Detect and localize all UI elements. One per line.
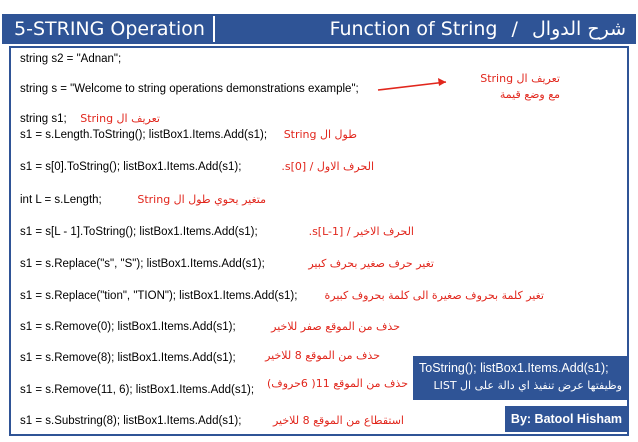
note-define-string-top-line1: تعريف ال String (480, 72, 560, 85)
note-remove-8: حذف من الموقع 8 للاخير (265, 349, 380, 362)
note-remove-11-6: حذف من الموقع 11( 6حروف) (267, 377, 408, 390)
code-line: s1 = s.Replace("tion", "TION"); listBox1.Items.Add(s1); (20, 290, 298, 302)
info-line-description: وظيفتها عرض تنفيذ اي دالة على ال LIST (433, 379, 622, 392)
code-line: s1 = s.Length.ToString(); listBox1.Items.Add(s1); (20, 129, 268, 141)
info-line-code: ToString(); listBox1.Items.Add(s1); (419, 361, 609, 375)
code-line: s1 = s[L - 1].ToString(); listBox1.Items.Add(s1); (20, 226, 258, 238)
code-line: s1 = s.Remove(11, 6); listBox1.Items.Add(s1); (20, 384, 255, 396)
code-line: s1 = s.Substring(8); listBox1.Items.Add(s1); (20, 415, 242, 427)
code-line: s1 = s.Remove(0); listBox1.Items.Add(s1); (20, 321, 236, 333)
info-box (413, 356, 628, 400)
code-line: s1 = s.Remove(8); listBox1.Items.Add(s1); (20, 352, 236, 364)
note-remove-0: حذف من الموقع صفر للاخير (271, 320, 400, 333)
note-replace-word: تغير كلمة بحروف صغيرة الى كلمة بحروف كبيرة (324, 289, 544, 302)
code-line: string s2 = "Adnan"; (20, 53, 122, 65)
note-string-length: طول ال String (283, 128, 357, 141)
code-line: string s = "Welcome to string operations demonstrations example"; (20, 83, 359, 95)
code-line: s1 = s[0].ToString(); listBox1.Items.Add(s1); (20, 161, 242, 173)
note-last-char: الحرف الاخير / s[L-1]. (308, 225, 414, 238)
code-line: string s1; (20, 113, 67, 125)
note-substring-8: استقطاع من الموقع 8 للاخير (272, 414, 404, 427)
subtitle-arabic: شرح الدوال (531, 18, 626, 40)
note-define-string: تعريف ال String (80, 112, 160, 125)
code-line: int L = s.Length; (20, 194, 102, 206)
note-replace-char: تغير حرف صغير بحرف كبير (308, 257, 434, 270)
slide-title: 5-STRING Operation (6, 16, 215, 42)
subtitle-separator: / (511, 18, 518, 40)
author-label: By: Batool Hisham (505, 406, 628, 432)
note-first-char: الحرف الاول / s[0]. (281, 160, 374, 173)
note-length-var: متغير يحوي طول ال String (137, 193, 266, 206)
note-define-string-top-line2: مع وضع قيمة (499, 88, 560, 101)
slide-subtitle (330, 16, 626, 42)
subtitle-english: Function of String (329, 18, 498, 40)
code-line: s1 = s.Replace("s", "S"); listBox1.Items.Add(s1); (20, 258, 265, 270)
